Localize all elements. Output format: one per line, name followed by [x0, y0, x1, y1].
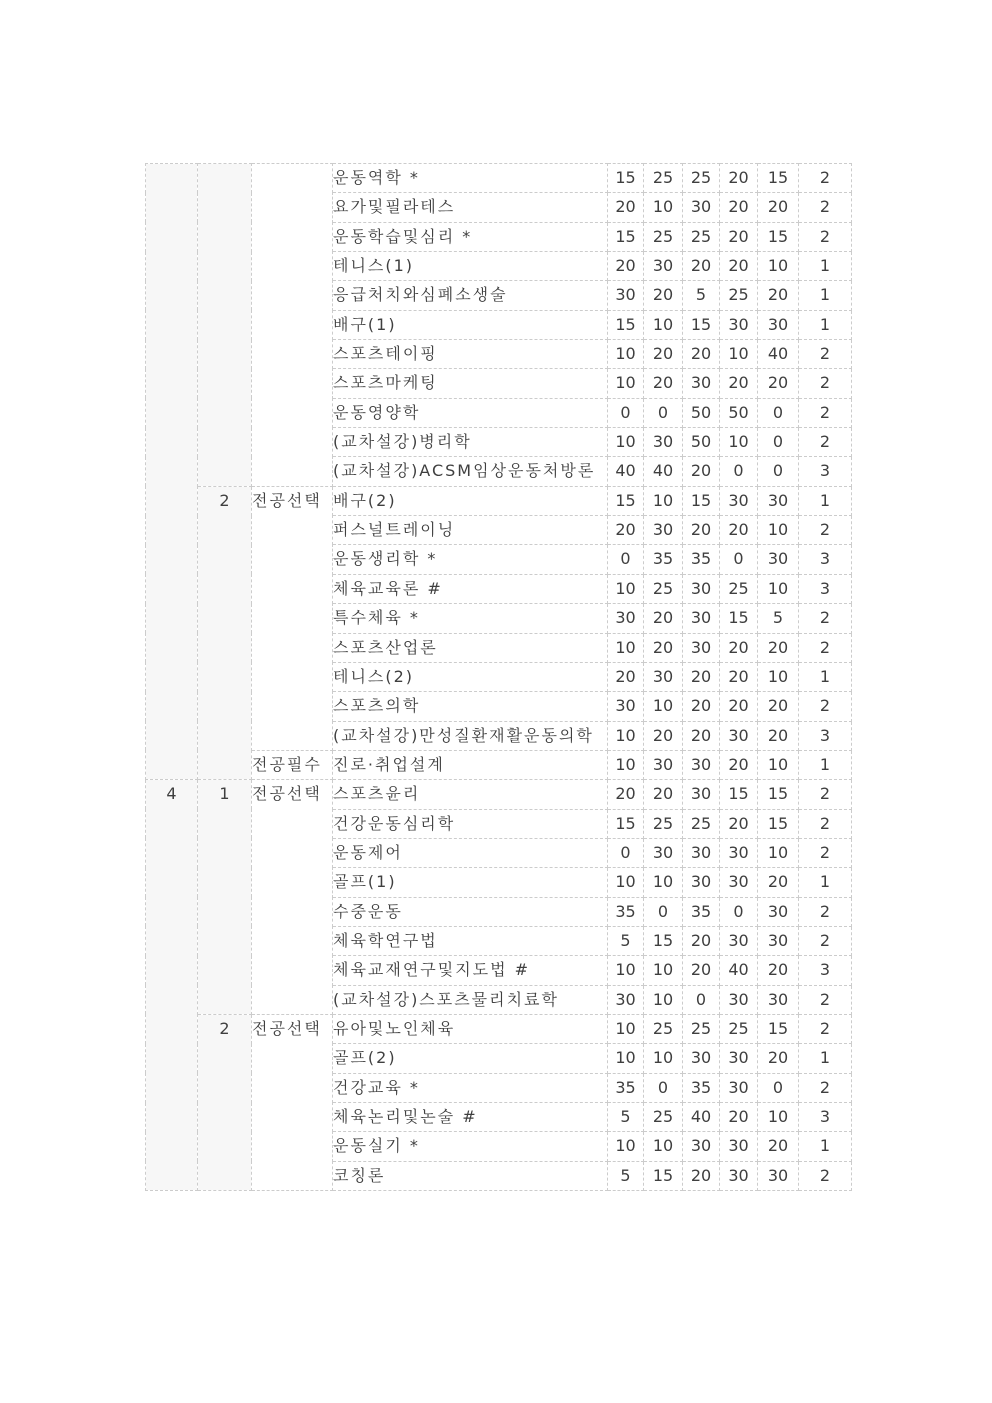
score-cell: 50 [683, 398, 720, 427]
score-cell: 30 [683, 750, 720, 779]
score-cell: 30 [608, 281, 644, 310]
score-cell: 10 [758, 750, 799, 779]
credit-cell: 1 [799, 868, 852, 897]
score-cell: 20 [683, 340, 720, 369]
score-cell: 30 [720, 721, 758, 750]
score-cell: 30 [608, 604, 644, 633]
course-type-cell: 전공필수 [252, 750, 333, 779]
score-cell: 15 [644, 926, 683, 955]
score-cell: 20 [608, 193, 644, 222]
score-cell: 30 [720, 1073, 758, 1102]
course-name-cell: 퍼스널트레이닝 [333, 516, 608, 545]
course-name-cell: 체육교육론 # [333, 574, 608, 603]
score-cell: 20 [608, 516, 644, 545]
course-name-cell: 스포츠윤리 [333, 780, 608, 809]
score-cell: 30 [683, 1132, 720, 1161]
credit-cell: 1 [799, 1132, 852, 1161]
course-name-cell: 운동실기 * [333, 1132, 608, 1161]
score-cell: 20 [758, 633, 799, 662]
credit-cell: 2 [799, 838, 852, 867]
score-cell: 20 [758, 692, 799, 721]
credit-cell: 2 [799, 340, 852, 369]
score-cell: 20 [608, 252, 644, 281]
score-cell: 10 [608, 868, 644, 897]
score-cell: 30 [683, 868, 720, 897]
score-cell: 30 [644, 252, 683, 281]
score-cell: 5 [608, 1103, 644, 1132]
course-name-cell: 스포츠테이핑 [333, 340, 608, 369]
score-cell: 25 [683, 1014, 720, 1043]
credit-cell: 2 [799, 428, 852, 457]
score-cell: 0 [608, 545, 644, 574]
score-cell: 20 [644, 369, 683, 398]
score-cell: 30 [608, 985, 644, 1014]
course-name-cell: (교차설강)만성질환재활운동의학 [333, 721, 608, 750]
score-cell: 20 [720, 1103, 758, 1132]
score-cell: 0 [758, 428, 799, 457]
score-cell: 30 [758, 486, 799, 515]
course-name-cell: 테니스(1) [333, 252, 608, 281]
score-cell: 20 [758, 369, 799, 398]
credit-cell: 2 [799, 222, 852, 251]
score-cell: 0 [683, 985, 720, 1014]
score-cell: 30 [683, 633, 720, 662]
table-row [146, 750, 852, 779]
credit-cell: 2 [799, 780, 852, 809]
table-row [146, 164, 852, 193]
score-cell: 20 [683, 457, 720, 486]
score-cell: 5 [758, 604, 799, 633]
score-cell: 10 [758, 838, 799, 867]
course-name-cell: 운동역학 * [333, 164, 608, 193]
score-cell: 15 [608, 809, 644, 838]
score-cell: 30 [683, 574, 720, 603]
score-cell: 0 [644, 398, 683, 427]
score-cell: 10 [644, 985, 683, 1014]
score-cell: 20 [683, 721, 720, 750]
course-name-cell: 체육교재연구및지도법 # [333, 956, 608, 985]
score-cell: 20 [608, 662, 644, 691]
course-name-cell: 운동생리학 * [333, 545, 608, 574]
credit-cell: 2 [799, 604, 852, 633]
score-cell: 20 [683, 1161, 720, 1190]
score-cell: 30 [720, 1132, 758, 1161]
score-cell: 25 [720, 574, 758, 603]
score-cell: 15 [608, 222, 644, 251]
score-cell: 0 [644, 897, 683, 926]
score-cell: 10 [644, 486, 683, 515]
score-cell: 25 [644, 574, 683, 603]
score-cell: 35 [608, 1073, 644, 1102]
score-cell: 30 [644, 662, 683, 691]
course-table [145, 163, 852, 1191]
score-cell: 10 [644, 868, 683, 897]
credit-cell: 2 [799, 369, 852, 398]
score-cell: 30 [720, 985, 758, 1014]
score-cell: 20 [644, 281, 683, 310]
score-cell: 30 [720, 486, 758, 515]
course-name-cell: 테니스(2) [333, 662, 608, 691]
score-cell: 30 [683, 1044, 720, 1073]
credit-cell: 2 [799, 398, 852, 427]
score-cell: 0 [720, 897, 758, 926]
course-table-body [146, 164, 852, 1191]
score-cell: 20 [644, 340, 683, 369]
credit-cell: 3 [799, 545, 852, 574]
score-cell: 20 [758, 868, 799, 897]
score-cell: 15 [608, 164, 644, 193]
credit-cell: 2 [799, 1161, 852, 1190]
score-cell: 20 [758, 193, 799, 222]
score-cell: 40 [644, 457, 683, 486]
course-name-cell: 특수체육 * [333, 604, 608, 633]
score-cell: 10 [608, 721, 644, 750]
score-cell: 20 [720, 692, 758, 721]
score-cell: 25 [683, 164, 720, 193]
score-cell: 10 [720, 340, 758, 369]
credit-cell: 3 [799, 721, 852, 750]
score-cell: 35 [683, 897, 720, 926]
course-name-cell: 유아및노인체육 [333, 1014, 608, 1043]
course-name-cell: 건강교육 * [333, 1073, 608, 1102]
score-cell: 10 [644, 1132, 683, 1161]
score-cell: 15 [758, 809, 799, 838]
course-type-cell [252, 164, 333, 487]
score-cell: 15 [720, 780, 758, 809]
score-cell: 25 [644, 222, 683, 251]
score-cell: 20 [720, 193, 758, 222]
course-name-cell: 배구(1) [333, 310, 608, 339]
score-cell: 10 [608, 340, 644, 369]
score-cell: 25 [720, 281, 758, 310]
score-cell: 10 [758, 516, 799, 545]
score-cell: 20 [683, 516, 720, 545]
score-cell: 50 [683, 428, 720, 457]
course-type-cell: 전공선택 [252, 780, 333, 1015]
score-cell: 50 [720, 398, 758, 427]
score-cell: 0 [608, 398, 644, 427]
score-cell: 10 [608, 956, 644, 985]
credit-cell: 2 [799, 985, 852, 1014]
score-cell: 30 [644, 750, 683, 779]
course-name-cell: 운동학습및심리 * [333, 222, 608, 251]
course-type-cell: 전공선택 [252, 486, 333, 750]
score-cell: 30 [720, 838, 758, 867]
score-cell: 15 [758, 164, 799, 193]
score-cell: 10 [608, 1132, 644, 1161]
score-cell: 30 [758, 926, 799, 955]
score-cell: 10 [720, 428, 758, 457]
score-cell: 20 [720, 164, 758, 193]
course-name-cell: 배구(2) [333, 486, 608, 515]
score-cell: 10 [644, 956, 683, 985]
score-cell: 25 [720, 1014, 758, 1043]
score-cell: 20 [720, 809, 758, 838]
score-cell: 0 [608, 838, 644, 867]
score-cell: 30 [683, 369, 720, 398]
score-cell: 25 [683, 809, 720, 838]
course-name-cell: 골프(1) [333, 868, 608, 897]
score-cell: 30 [720, 926, 758, 955]
credit-cell: 3 [799, 1103, 852, 1132]
score-cell: 30 [720, 310, 758, 339]
course-name-cell: 운동영양학 [333, 398, 608, 427]
score-cell: 15 [720, 604, 758, 633]
course-name-cell: 코칭론 [333, 1161, 608, 1190]
score-cell: 40 [608, 457, 644, 486]
score-cell: 30 [683, 604, 720, 633]
score-cell: 15 [608, 310, 644, 339]
credit-cell: 3 [799, 457, 852, 486]
credit-cell: 2 [799, 633, 852, 662]
score-cell: 30 [758, 545, 799, 574]
course-name-cell: 요가및필라테스 [333, 193, 608, 222]
score-cell: 15 [608, 486, 644, 515]
score-cell: 5 [683, 281, 720, 310]
course-name-cell: 골프(2) [333, 1044, 608, 1073]
score-cell: 30 [720, 1044, 758, 1073]
score-cell: 0 [758, 398, 799, 427]
score-cell: 20 [683, 926, 720, 955]
credit-cell: 3 [799, 574, 852, 603]
score-cell: 30 [758, 310, 799, 339]
score-cell: 20 [758, 721, 799, 750]
score-cell: 30 [608, 692, 644, 721]
score-cell: 30 [758, 897, 799, 926]
score-cell: 25 [644, 1103, 683, 1132]
score-cell: 30 [683, 780, 720, 809]
score-cell: 20 [720, 633, 758, 662]
score-cell: 10 [758, 662, 799, 691]
score-cell: 10 [644, 1044, 683, 1073]
credit-cell: 2 [799, 516, 852, 545]
score-cell: 15 [683, 486, 720, 515]
score-cell: 20 [683, 692, 720, 721]
score-cell: 35 [644, 545, 683, 574]
score-cell: 10 [608, 574, 644, 603]
score-cell: 40 [683, 1103, 720, 1132]
course-name-cell: 스포츠마케팅 [333, 369, 608, 398]
semester-cell: 1 [198, 780, 252, 1015]
score-cell: 20 [683, 956, 720, 985]
course-name-cell: 스포츠산업론 [333, 633, 608, 662]
score-cell: 15 [758, 780, 799, 809]
score-cell: 0 [720, 545, 758, 574]
score-cell: 10 [644, 310, 683, 339]
score-cell: 15 [644, 1161, 683, 1190]
table-row [146, 780, 852, 809]
score-cell: 20 [720, 222, 758, 251]
score-cell: 20 [720, 750, 758, 779]
table-row [146, 486, 852, 515]
score-cell: 10 [608, 428, 644, 457]
course-name-cell: 진로·취업설계 [333, 750, 608, 779]
score-cell: 20 [683, 252, 720, 281]
credit-cell: 3 [799, 956, 852, 985]
score-cell: 15 [683, 310, 720, 339]
score-cell: 30 [644, 428, 683, 457]
credit-cell: 2 [799, 1014, 852, 1043]
score-cell: 35 [608, 897, 644, 926]
score-cell: 30 [720, 1161, 758, 1190]
score-cell: 20 [644, 604, 683, 633]
score-cell: 0 [758, 457, 799, 486]
credit-cell: 1 [799, 1044, 852, 1073]
course-name-cell: (교차설강)스포츠물리치료학 [333, 985, 608, 1014]
score-cell: 10 [758, 252, 799, 281]
course-name-cell: 건강운동심리학 [333, 809, 608, 838]
score-cell: 30 [683, 838, 720, 867]
score-cell: 20 [758, 281, 799, 310]
score-cell: 20 [758, 956, 799, 985]
semester-cell [198, 164, 252, 487]
score-cell: 30 [683, 193, 720, 222]
score-cell: 10 [644, 692, 683, 721]
score-cell: 10 [758, 1103, 799, 1132]
course-name-cell: (교차설강)병리학 [333, 428, 608, 457]
credit-cell: 1 [799, 486, 852, 515]
score-cell: 10 [608, 750, 644, 779]
score-cell: 10 [608, 1044, 644, 1073]
score-cell: 30 [758, 985, 799, 1014]
score-cell: 20 [758, 1132, 799, 1161]
credit-cell: 1 [799, 662, 852, 691]
course-name-cell: 운동제어 [333, 838, 608, 867]
course-name-cell: 스포츠의학 [333, 692, 608, 721]
score-cell: 20 [720, 252, 758, 281]
credit-cell: 2 [799, 926, 852, 955]
score-cell: 5 [608, 926, 644, 955]
credit-cell: 2 [799, 164, 852, 193]
credit-cell: 1 [799, 252, 852, 281]
grade-cell: 4 [146, 780, 198, 1191]
score-cell: 30 [720, 868, 758, 897]
score-cell: 0 [758, 1073, 799, 1102]
course-name-cell: (교차설강)ACSM임상운동처방론 [333, 457, 608, 486]
table-row [146, 1014, 852, 1043]
score-cell: 20 [683, 662, 720, 691]
score-cell: 0 [720, 457, 758, 486]
score-cell: 10 [608, 369, 644, 398]
credit-cell: 1 [799, 310, 852, 339]
credit-cell: 1 [799, 750, 852, 779]
score-cell: 15 [758, 222, 799, 251]
credit-cell: 2 [799, 1073, 852, 1102]
score-cell: 30 [644, 516, 683, 545]
grade-cell [146, 164, 198, 780]
course-type-cell: 전공선택 [252, 1014, 333, 1190]
course-name-cell: 응급처치와심폐소생술 [333, 281, 608, 310]
score-cell: 0 [644, 1073, 683, 1102]
score-cell: 20 [720, 662, 758, 691]
semester-cell: 2 [198, 1014, 252, 1190]
score-cell: 20 [608, 780, 644, 809]
score-cell: 25 [644, 164, 683, 193]
score-cell: 35 [683, 1073, 720, 1102]
score-cell: 30 [758, 1161, 799, 1190]
score-cell: 20 [720, 516, 758, 545]
credit-cell: 1 [799, 281, 852, 310]
score-cell: 25 [644, 809, 683, 838]
credit-cell: 2 [799, 897, 852, 926]
score-cell: 40 [720, 956, 758, 985]
score-cell: 10 [758, 574, 799, 603]
score-cell: 20 [644, 633, 683, 662]
score-cell: 35 [683, 545, 720, 574]
course-name-cell: 체육학연구법 [333, 926, 608, 955]
score-cell: 25 [644, 1014, 683, 1043]
score-cell: 20 [758, 1044, 799, 1073]
score-cell: 30 [644, 838, 683, 867]
score-cell: 20 [720, 369, 758, 398]
score-cell: 5 [608, 1161, 644, 1190]
score-cell: 15 [758, 1014, 799, 1043]
credit-cell: 2 [799, 809, 852, 838]
score-cell: 10 [644, 193, 683, 222]
score-cell: 40 [758, 340, 799, 369]
course-name-cell: 체육논리및논술 # [333, 1103, 608, 1132]
score-cell: 10 [608, 1014, 644, 1043]
score-cell: 20 [644, 780, 683, 809]
credit-cell: 2 [799, 193, 852, 222]
score-cell: 25 [683, 222, 720, 251]
score-cell: 20 [644, 721, 683, 750]
course-name-cell: 수중운동 [333, 897, 608, 926]
credit-cell: 2 [799, 692, 852, 721]
semester-cell: 2 [198, 486, 252, 779]
score-cell: 10 [608, 633, 644, 662]
